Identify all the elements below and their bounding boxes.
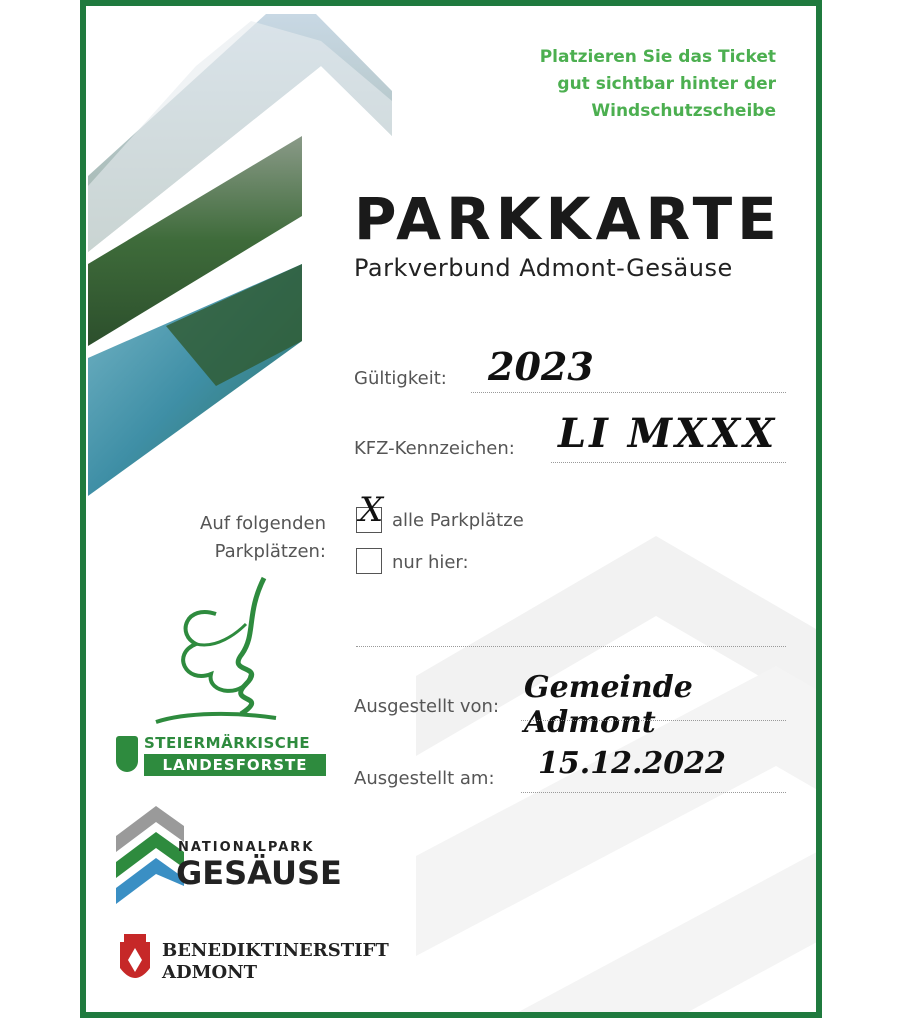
issued-on-label: Ausgestellt am: [354,768,495,789]
windshield-notice [540,44,776,125]
card-title: PARKKARTE [354,185,782,253]
issued-on-value[interactable]: 15.12.2022 [538,746,726,781]
stift-line-2: ADMONT [162,962,258,983]
issued-by-label: Ausgestellt von: [354,696,500,717]
landesforste-line-2: LANDESFORSTE [144,754,326,776]
notice-line-3: Windschutzscheibe [591,101,776,121]
plate-line [551,462,786,463]
parking-label [200,510,326,566]
plate-label: KFZ-Kennzeichen: [354,438,515,459]
notice-line-1: Platzieren Sie das Ticket [539,47,776,67]
validity-value[interactable]: 2023 [488,344,594,389]
landesforste-line-1: STEIERMÄRKISCHE [144,734,311,752]
landesforste-logo [116,734,328,778]
issued-by-value[interactable]: Gemeinde Admont [524,670,693,740]
checkbox-only-here[interactable] [356,548,382,574]
stift-crest-icon [118,932,152,988]
issued-by-line [521,720,786,721]
check-mark: X [359,490,384,530]
issued-on-line [521,792,786,793]
checkbox-all-parking[interactable] [356,490,384,533]
parking-label-line-1: Auf folgenden [200,513,326,534]
notice-line-2: gut sichtbar hinter der [557,74,776,94]
card-subtitle: Parkverbund Admont-Gesäuse [354,254,733,282]
option-here-label: nur hier: [392,552,469,573]
validity-line [471,392,786,393]
parking-card [80,0,822,1018]
option-all-label: alle Parkplätze [392,510,524,531]
validity-label: Gültigkeit: [354,368,447,389]
crest-icon [116,736,138,772]
nationalpark-line-1: NATIONALPARK [178,840,315,855]
only-here-line[interactable] [356,646,786,647]
tree-logo-icon [146,574,286,726]
parking-label-line-2: Parkplätzen: [214,541,326,562]
plate-value[interactable]: LI MXXX [558,410,778,457]
nationalpark-line-2: GESÄUSE [176,854,342,892]
stift-line-1: BENEDIKTINERSTIFT [162,940,389,961]
